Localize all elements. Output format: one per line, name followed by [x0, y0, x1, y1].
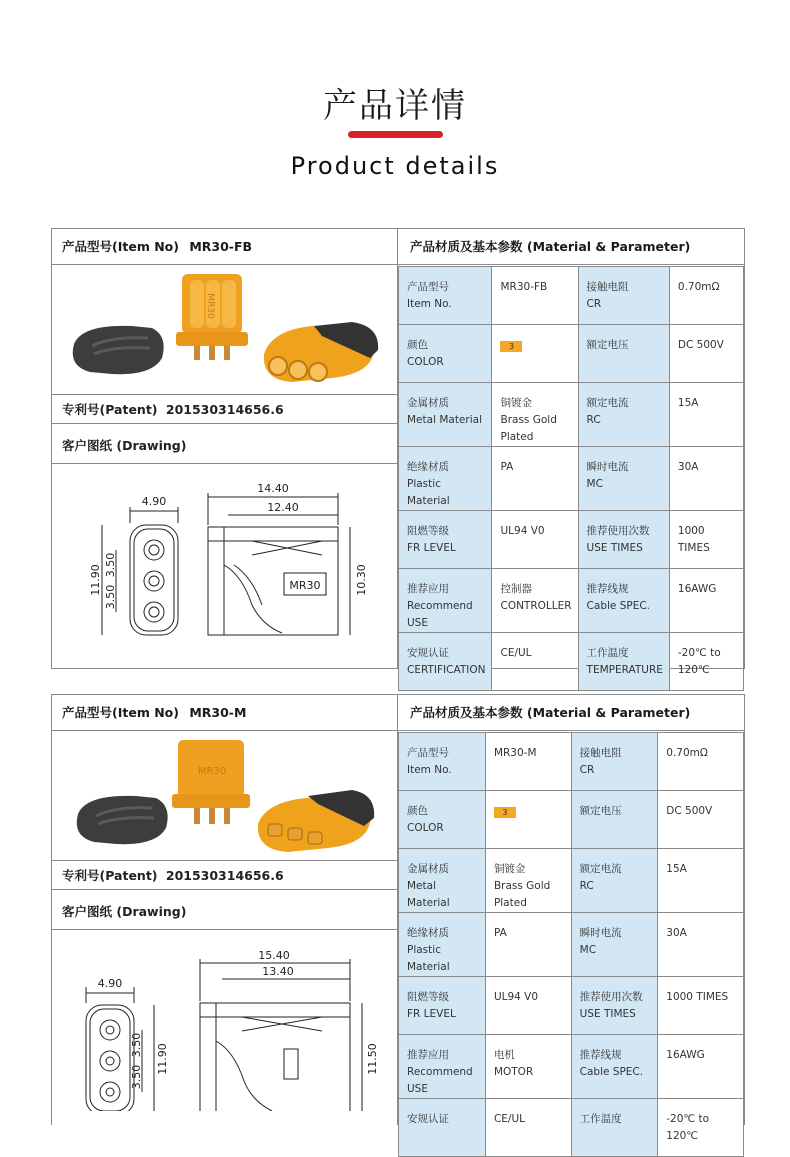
param-value-cell — [485, 1035, 571, 1099]
param-key-cell — [571, 849, 658, 913]
param-key-cell — [399, 1099, 486, 1157]
technical-drawing — [52, 931, 397, 1111]
param-key-cn: 金属材质 — [407, 397, 449, 409]
param-value-cell — [669, 447, 743, 511]
param-key-en: Metal Material — [407, 414, 482, 426]
param-key-en: Item No. — [407, 764, 452, 776]
parameter-table — [398, 266, 744, 691]
param-value-cell — [492, 383, 578, 447]
param-key-en: FR LEVEL — [407, 542, 456, 554]
param-key-cn: 工作温度 — [579, 1113, 622, 1125]
item-no-value: MR30-FB — [189, 239, 253, 254]
param-value-en: CONTROLLER — [500, 600, 572, 612]
param-key-cell — [571, 977, 658, 1035]
product-photo — [52, 732, 397, 860]
param-key-cn: 工作温度 — [586, 647, 629, 659]
param-value: -20℃ to 120℃ — [666, 1113, 710, 1142]
patent-number: 201530314656.6 — [165, 402, 284, 417]
param-value-cell — [669, 569, 743, 633]
drawing-svg — [52, 465, 397, 668]
param-key-cn: 额定电流 — [586, 397, 629, 409]
connector-photo-illustration — [52, 266, 397, 394]
page-header — [0, 0, 790, 200]
param-key-en: CERTIFICATION — [407, 664, 486, 676]
param-key-cell — [399, 325, 492, 383]
param-key-cn: 颜色 — [407, 339, 428, 351]
param-value-cell — [658, 977, 744, 1035]
param-value: 控制器 — [500, 583, 532, 595]
param-key-cell — [571, 1035, 658, 1099]
product-left-column — [52, 695, 398, 1125]
param-key-en: CR — [586, 298, 602, 310]
param-key-cell — [399, 977, 486, 1035]
param-key-cn: 推荐使用次数 — [586, 525, 650, 537]
parameter-header: 产品材质及基本参数 (Material & Parameter) — [398, 229, 744, 265]
drawing-svg — [52, 931, 397, 1111]
parameter-row — [399, 733, 744, 791]
param-key-cn: 产品型号 — [407, 281, 449, 293]
param-key-cn: 推荐应用 — [407, 1049, 449, 1061]
param-key-cn: 额定电压 — [579, 805, 622, 817]
dim-pitch-bottom: 3.50 — [130, 1064, 143, 1090]
drawing-header: 客户图纸 (Drawing) — [52, 896, 397, 930]
param-key-en: Metal Material — [407, 880, 450, 909]
param-value: 铜镀金 — [500, 397, 532, 409]
param-value-en: Brass Gold Plated — [500, 414, 557, 443]
param-key-cell — [399, 511, 492, 569]
param-key-en: Plastic Material — [407, 478, 450, 507]
param-value: PA — [500, 461, 514, 473]
param-key-en: MC — [586, 478, 603, 490]
param-key-cell — [578, 633, 669, 691]
param-value-cell — [485, 849, 571, 913]
parameter-row — [399, 791, 744, 849]
param-value: 铜镀金 — [493, 863, 526, 875]
param-value-cell — [485, 733, 571, 791]
param-key-cell — [571, 733, 658, 791]
dim-pitch-top: 3.50 — [104, 552, 117, 578]
param-key-cell — [399, 913, 486, 977]
param-value-cell — [669, 267, 743, 325]
dim-pitch-bottom: 3.50 — [104, 584, 117, 610]
color-swatch: 3 — [500, 341, 522, 352]
drawing-logo: MR30 — [289, 579, 321, 592]
product-right-column — [398, 229, 744, 676]
dim-body-length: 13.40 — [262, 965, 294, 978]
patent-row — [52, 394, 397, 424]
parameter-row — [399, 325, 744, 383]
param-value-cell — [658, 849, 744, 913]
param-key-cn: 阻燃等级 — [407, 525, 449, 537]
parameter-row — [399, 1099, 744, 1157]
technical-drawing — [52, 465, 397, 668]
param-key-en: Recommend USE — [407, 1066, 473, 1095]
param-key-cell — [578, 447, 669, 511]
patent-label: 专利号(Patent) — [62, 402, 158, 417]
param-key-en: MC — [579, 944, 597, 956]
param-key-cn: 推荐应用 — [407, 583, 449, 595]
param-value: UL94 V0 — [493, 991, 539, 1003]
param-value: 1000 TIMES — [666, 991, 729, 1003]
parameter-row — [399, 1035, 744, 1099]
param-key-en: Recommend USE — [407, 600, 473, 629]
param-value: 1000 TIMES — [677, 525, 710, 554]
param-value-cell — [492, 325, 578, 383]
param-key-en: COLOR — [407, 356, 444, 368]
param-key-en: USE TIMES — [579, 1008, 636, 1020]
product-card-mr30-fb — [51, 228, 745, 676]
param-key-cn: 接触电阻 — [586, 281, 629, 293]
param-key-en: Item No. — [407, 298, 452, 310]
param-key-cell — [399, 849, 486, 913]
param-value-en: Brass Gold Plated — [493, 880, 551, 909]
page-title-en: Product details — [290, 152, 500, 180]
param-key-cell — [399, 633, 492, 691]
param-value-cell — [485, 1099, 571, 1157]
param-value-cell — [658, 1099, 744, 1157]
param-key-cell — [399, 383, 492, 447]
drawing-header: 客户图纸 (Drawing) — [52, 430, 397, 464]
param-key-cell — [399, 267, 492, 325]
connector-marking: MR30 — [205, 293, 215, 319]
param-value-cell — [492, 633, 578, 691]
param-key-cn: 瞬时电流 — [586, 461, 629, 473]
param-key-en: TEMPERATURE — [586, 664, 663, 676]
param-key-cn: 阻燃等级 — [407, 991, 449, 1003]
param-value: -20℃ to 120℃ — [677, 647, 721, 676]
product-card-mr30-m — [51, 694, 745, 1142]
param-key-cn: 产品型号 — [407, 747, 449, 759]
param-value: DC 500V — [677, 339, 724, 351]
param-key-cn: 安规认证 — [407, 1113, 449, 1125]
param-value-cell — [658, 1035, 744, 1099]
param-value-cell — [492, 267, 578, 325]
param-key-en: RC — [586, 414, 601, 426]
parameter-row — [399, 849, 744, 913]
param-key-en: Cable SPEC. — [586, 600, 650, 612]
param-value-cell — [485, 791, 571, 849]
param-value-cell — [669, 633, 743, 691]
parameter-row — [399, 913, 744, 977]
param-key-en: COLOR — [407, 822, 444, 834]
param-value-cell — [658, 733, 744, 791]
param-value: 电机 — [493, 1049, 515, 1061]
dim-pitch-top: 3.50 — [130, 1032, 143, 1058]
param-key-cell — [578, 325, 669, 383]
patent-label: 专利号(Patent) — [62, 868, 158, 883]
param-value: 0.70mΩ — [666, 747, 708, 759]
title-divider-bar — [348, 131, 443, 138]
param-key-cell — [571, 913, 658, 977]
param-value: 30A — [666, 927, 687, 939]
connector-photo-illustration — [52, 732, 397, 860]
param-key-cn: 推荐使用次数 — [579, 991, 643, 1003]
parameter-row — [399, 267, 744, 325]
param-value-cell — [669, 325, 743, 383]
param-key-cell — [578, 569, 669, 633]
param-key-cell — [399, 1035, 486, 1099]
param-key-cell — [578, 511, 669, 569]
product-right-column — [398, 695, 744, 1142]
param-value-cell — [485, 913, 571, 977]
param-key-cn: 推荐线规 — [586, 583, 629, 595]
parameter-row — [399, 383, 744, 447]
param-key-en: FR LEVEL — [407, 1008, 456, 1020]
param-key-cn: 金属材质 — [407, 863, 449, 875]
parameter-row — [399, 511, 744, 569]
page-title-cn: 产品详情 — [323, 86, 467, 126]
parameter-header: 产品材质及基本参数 (Material & Parameter) — [398, 695, 744, 731]
param-key-cn: 安规认证 — [407, 647, 449, 659]
param-value: 0.70mΩ — [677, 281, 720, 293]
param-key-cn: 瞬时电流 — [579, 927, 622, 939]
param-key-cn: 额定电流 — [579, 863, 622, 875]
parameter-row — [399, 633, 744, 691]
parameter-row — [399, 569, 744, 633]
param-key-en: Cable SPEC. — [579, 1066, 644, 1078]
patent-number: 201530314656.6 — [165, 868, 284, 883]
param-key-cell — [578, 267, 669, 325]
param-value: PA — [493, 927, 507, 939]
param-value-cell — [669, 383, 743, 447]
product-left-column — [52, 229, 398, 668]
item-no-value: MR30-M — [189, 705, 247, 720]
param-value-cell — [492, 447, 578, 511]
connector-marking: MR30 — [197, 766, 227, 777]
param-value: 16AWG — [677, 583, 717, 595]
param-value-en: MOTOR — [493, 1066, 534, 1078]
dim-height: 11.90 — [89, 564, 102, 596]
param-value: CE/UL — [493, 1113, 525, 1125]
param-value-cell — [492, 511, 578, 569]
param-key-cell — [399, 733, 486, 791]
param-value-cell — [485, 977, 571, 1035]
product-photo — [52, 266, 397, 394]
param-key-en: CR — [579, 764, 595, 776]
param-value: 15A — [666, 863, 687, 875]
param-key-cell — [571, 1099, 658, 1157]
color-swatch: 3 — [494, 807, 516, 818]
item-no-header — [52, 229, 397, 265]
param-key-cn: 颜色 — [407, 805, 428, 817]
param-key-cell — [571, 791, 658, 849]
param-value: DC 500V — [666, 805, 713, 817]
param-value: 30A — [677, 461, 699, 473]
param-value: CE/UL — [500, 647, 532, 659]
dim-overall-length: 14.40 — [257, 482, 289, 495]
dim-side-height: 10.30 — [355, 564, 368, 596]
dim-overall-length: 15.40 — [258, 949, 290, 962]
item-no-label: 产品型号(Item No) — [62, 239, 179, 254]
param-value: UL94 V0 — [500, 525, 545, 537]
param-key-cell — [399, 447, 492, 511]
param-value-cell — [669, 511, 743, 569]
patent-row — [52, 860, 397, 890]
param-key-cell — [399, 791, 486, 849]
item-no-header — [52, 695, 397, 731]
param-key-cn: 推荐线规 — [579, 1049, 622, 1061]
param-value-cell — [658, 791, 744, 849]
dim-height: 11.90 — [156, 1043, 169, 1075]
param-value: 16AWG — [666, 1049, 705, 1061]
dim-width: 4.90 — [141, 495, 167, 508]
param-key-en: Plastic Material — [407, 944, 450, 973]
param-value: MR30-M — [493, 747, 537, 759]
param-key-cn: 接触电阻 — [579, 747, 622, 759]
param-value-cell — [658, 913, 744, 977]
param-key-en: RC — [579, 880, 594, 892]
param-key-cn: 绝缘材质 — [407, 461, 449, 473]
parameter-row — [399, 977, 744, 1035]
parameter-row — [399, 447, 744, 511]
param-key-cell — [578, 383, 669, 447]
param-key-cn: 绝缘材质 — [407, 927, 449, 939]
param-value: 15A — [677, 397, 699, 409]
param-key-cell — [399, 569, 492, 633]
param-value: MR30-FB — [500, 281, 548, 293]
parameter-table — [398, 732, 744, 1157]
dim-body-length: 12.40 — [267, 501, 299, 514]
dim-width: 4.90 — [97, 977, 123, 990]
param-key-cn: 额定电压 — [586, 339, 629, 351]
item-no-label: 产品型号(Item No) — [62, 705, 179, 720]
dim-side-height: 11.50 — [366, 1043, 379, 1075]
param-key-en: USE TIMES — [586, 542, 643, 554]
param-value-cell — [492, 569, 578, 633]
